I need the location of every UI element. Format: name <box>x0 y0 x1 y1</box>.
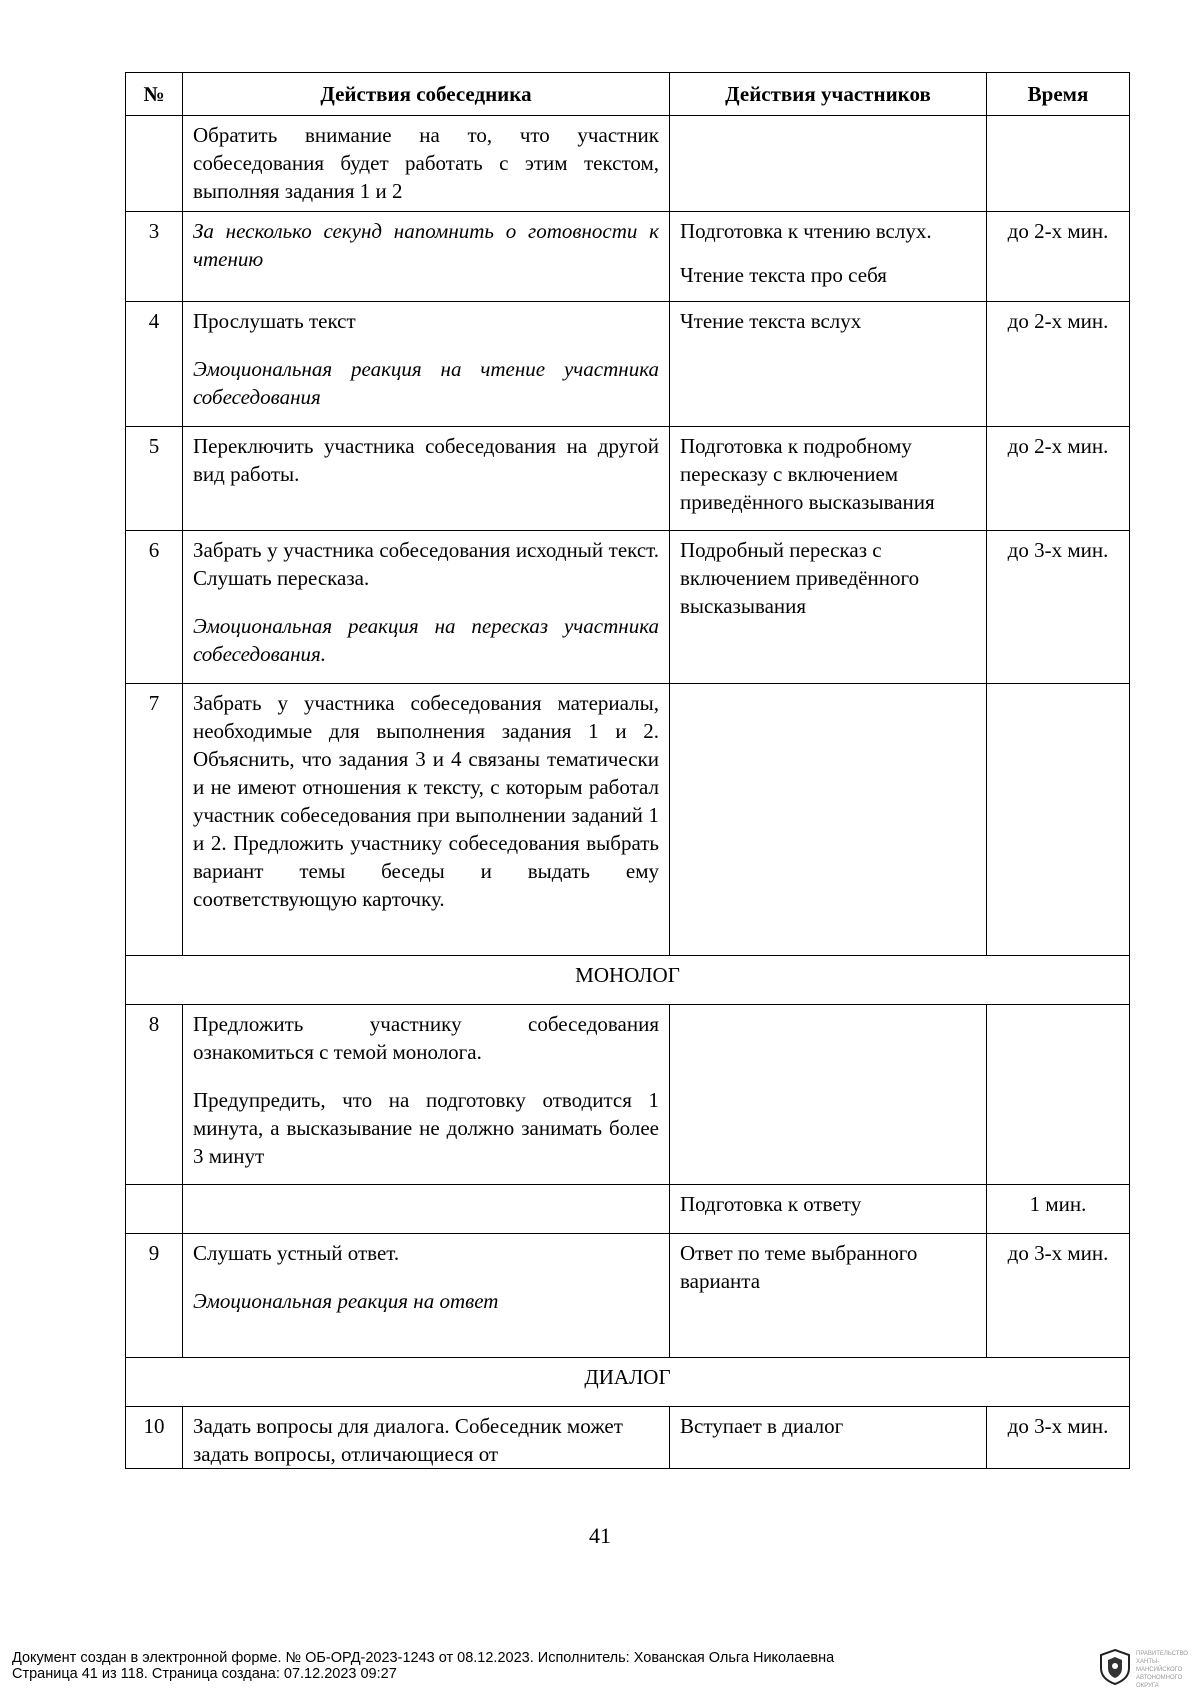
row-time <box>987 116 1130 212</box>
row-interviewer: Слушать устный ответ. Эмоциональная реакция на ответ <box>183 1234 670 1358</box>
header-interviewer: Действия собеседника <box>183 73 670 116</box>
row-time: до 3-х мин. <box>987 531 1130 684</box>
section-title: МОНОЛОГ <box>126 956 1130 1005</box>
header-participant: Действия участников <box>670 73 987 116</box>
row-time: до 2-х мин. <box>987 212 1130 302</box>
row-participant <box>670 684 987 956</box>
table-row <box>126 427 1130 531</box>
row-participant: Вступает в диалог <box>670 1407 987 1469</box>
row-interviewer <box>183 1185 670 1234</box>
row-num: 10 <box>126 1407 183 1469</box>
table-row <box>126 212 1130 302</box>
row-interviewer: Забрать у участника собеседования материалы, необходимые для выполнения задания 1 и 2. Объяснить, что задания 3 и 4 связаны тематически и не имеют отношения к тексту, с которым работал участник собеседования при выполнении заданий 1 и 2. Предложить участнику собеседования выбрать вариант темы беседы и выдать ему соответствующую карточку. <box>183 684 670 956</box>
row-interviewer: Забрать у участника собеседования исходный текст. Слушать пересказа. Эмоциональная реакция на пересказ участника собеседования. <box>183 531 670 684</box>
table-row <box>126 116 1130 212</box>
header-num: № <box>126 73 183 116</box>
row-participant: Подготовка к ответу <box>670 1185 987 1234</box>
table-header-row <box>126 73 1130 116</box>
row-time: до 2-х мин. <box>987 427 1130 531</box>
row-interviewer: Переключить участника собеседования на другой вид работы. <box>183 427 670 531</box>
header-time: Время <box>987 73 1130 116</box>
row-num: 5 <box>126 427 183 531</box>
page-number: 41 <box>589 1523 611 1548</box>
table-row <box>126 1185 1130 1234</box>
table-row <box>126 302 1130 427</box>
row-time <box>987 684 1130 956</box>
row-participant: Чтение текста вслух <box>670 302 987 427</box>
row-time: до 2-х мин. <box>987 302 1130 427</box>
row-num: 4 <box>126 302 183 427</box>
row-num: 9 <box>126 1234 183 1358</box>
table-row <box>126 1234 1130 1358</box>
coat-of-arms-icon <box>1098 1648 1132 1686</box>
row-participant: Подготовка к подробному пересказу с включением приведённого высказывания <box>670 427 987 531</box>
row-participant <box>670 1005 987 1185</box>
footer-line-1: Документ создан в электронной форме. № ОБ-ОРД-2023-1243 от 08.12.2023. Исполнитель: Хованская Ольга Николаевна <box>12 1650 835 1666</box>
row-num <box>126 116 183 212</box>
section-row-monologue <box>126 956 1130 1005</box>
row-time: до 3-х мин. <box>987 1407 1130 1469</box>
row-participant: Подготовка к чтению вслух. Чтение текста про себя <box>670 212 987 302</box>
table-row <box>126 531 1130 684</box>
row-num: 3 <box>126 212 183 302</box>
row-interviewer: Задать вопросы для диалога. Собеседник может задать вопросы, отличающиеся от <box>183 1407 670 1469</box>
row-num: 6 <box>126 531 183 684</box>
seal-text: ПРАВИТЕЛЬСТВО ХАНТЫ-МАНСИЙСКОГО АВТОНОМНОГО ОКРУГА <box>1136 1651 1188 1689</box>
row-participant: Подробный пересказ с включением приведённого высказывания <box>670 531 987 684</box>
row-interviewer: Обратить внимание на то, что участник собеседования будет работать с этим текстом, выполняя задания 1 и 2 <box>183 116 670 212</box>
procedure-table <box>125 72 1130 1469</box>
row-num <box>126 1185 183 1234</box>
table-row <box>126 684 1130 956</box>
row-time: 1 мин. <box>987 1185 1130 1234</box>
table-row <box>126 1005 1130 1185</box>
section-row-dialogue <box>126 1358 1130 1407</box>
row-time <box>987 1005 1130 1185</box>
footer-line-2: Страница 41 из 118. Страница создана: 07.12.2023 09:27 <box>12 1666 397 1682</box>
section-title: ДИАЛОГ <box>126 1358 1130 1407</box>
row-time: до 3-х мин. <box>987 1234 1130 1358</box>
row-num: 8 <box>126 1005 183 1185</box>
document-footer <box>12 1650 1072 1682</box>
row-interviewer: За несколько секунд напомнить о готовности к чтению <box>183 212 670 302</box>
row-interviewer: Прослушать текст Эмоциональная реакция на чтение участника собеседования <box>183 302 670 427</box>
row-participant: Ответ по теме выбранного варианта <box>670 1234 987 1358</box>
row-participant <box>670 116 987 212</box>
row-num: 7 <box>126 684 183 956</box>
table-row <box>126 1407 1130 1469</box>
row-interviewer: Предложить участнику собеседования ознакомиться с темой монолога. Предупредить, что на подготовку отводится 1 минута, а высказывание не должно занимать более 3 минут <box>183 1005 670 1185</box>
